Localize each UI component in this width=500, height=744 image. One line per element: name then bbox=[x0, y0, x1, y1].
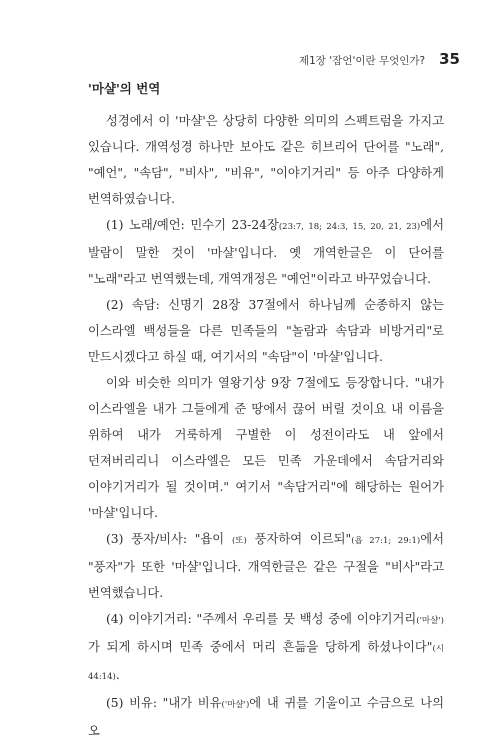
paragraph-parable bbox=[88, 690, 444, 744]
paragraph-text: 가 되게 하시며 민족 중에서 머리 흔듦을 당하게 하셨나이다" bbox=[88, 640, 433, 654]
paragraph-text: (2) 속담: 신명기 28장 37절에서 하나님께 순종하지 않는 이스라엘 백성들을 다른 민족들의 "놀람과 속담과 비방거리"로 만드시겠다고 하실 때, 여기서의 "속담"이 '마샬'입니다. bbox=[88, 298, 444, 364]
paragraph-text: 에 내 귀를 기울이고 수금으로 나의 오 bbox=[88, 696, 444, 738]
paragraph-text: 이와 비슷한 의미가 열왕기상 9장 7절에도 등장합니다. "내가 이스라엘을 내가 그들에게 준 땅에서 끊어 버릴 것이요 내 이름을 위하여 내가 거룩하게 구별한 이 성전이라도 내 앞에서 던져버리리니 이스라엘은 모든 민족 가운데에서 속담거리와 이야기거리가 될 것이며." 여기서 "속담거리"에 해당하는 원어가 '마샬'입니다. bbox=[88, 376, 444, 520]
verse-reference: (욥 27:1; 29:1) bbox=[351, 536, 421, 546]
inline-note: ('마샬') bbox=[416, 616, 444, 626]
paragraph-text: 에서 "풍자"가 또한 '마샬'입니다. 개역한글은 같은 구절을 "비사"라고 번역했습니다. bbox=[88, 532, 444, 600]
inline-note: (또) bbox=[231, 536, 247, 546]
paragraph-satire bbox=[88, 526, 444, 606]
verse-reference: (23:7, 18; 24:3, 15, 20, 21, 23) bbox=[278, 222, 421, 232]
paragraph-text: (1) 노래/예언: 민수기 23-24장 bbox=[106, 218, 279, 232]
paragraph-byword bbox=[88, 606, 444, 690]
paragraph-proverb bbox=[88, 292, 444, 370]
page-body bbox=[88, 78, 444, 744]
verse-reference: (시 44:14) bbox=[88, 644, 444, 682]
paragraph-text: 성경에서 이 '마샬'은 상당히 다양한 의미의 스펙트럼을 가지고 있습니다. 개역성경 하나만 보아도 같은 히브리어 단어를 "노래", "예언", "속담", "비사", "비유", "이야기거리" 등 아주 다양하게 번역하였습니다. bbox=[88, 114, 444, 206]
paragraph-text: . bbox=[115, 668, 120, 682]
inline-note: ('마샬') bbox=[221, 700, 250, 710]
paragraph-text: (5) 비유: "내가 비유 bbox=[106, 696, 222, 710]
paragraph-text: (4) 이야기거리: "주께서 우리를 뭇 백성 중에 이야기거리 bbox=[106, 612, 417, 626]
paragraph-intro bbox=[88, 108, 444, 212]
running-title: 제1장 '잠언'이란 무엇인가? bbox=[298, 55, 426, 67]
section-heading: '마샬'의 번역 bbox=[88, 81, 161, 96]
page-number: 35 bbox=[439, 50, 460, 68]
paragraph-text: 풍자하여 이르되" bbox=[246, 532, 352, 546]
paragraph-text: 에서 발람이 말한 것이 '마샬'입니다. 옛 개역한글은 이 단어를 "노래"라고 번역했는데, 개역개정은 "예언"이라고 바꾸었습니다. bbox=[88, 218, 444, 286]
paragraph-song-prophecy bbox=[88, 212, 444, 292]
running-head bbox=[299, 50, 460, 68]
paragraph-text: (3) 풍자/비사: "욥이 bbox=[106, 532, 232, 546]
paragraph-kings bbox=[88, 370, 444, 526]
